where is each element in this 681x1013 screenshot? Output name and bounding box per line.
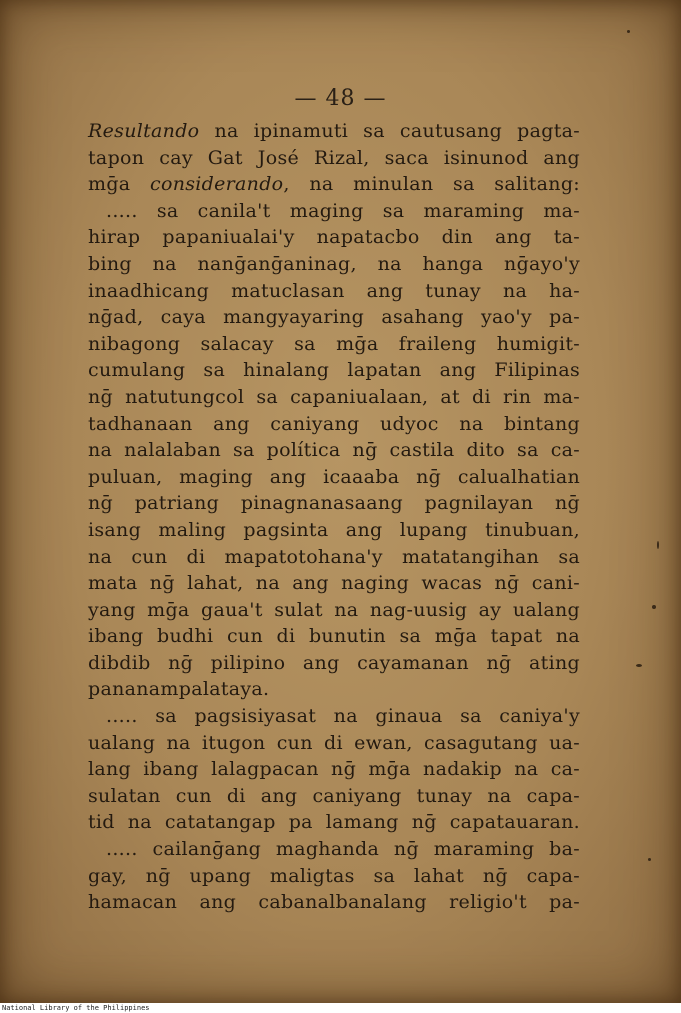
text-line: mḡa considerando, na minulan sa salitang: xyxy=(88,173,581,196)
text-line: tadhanaan ang caniyang udyoc na bintang xyxy=(88,412,580,435)
text-line: yang mḡa gaua't sulat na nag-uusig ay ualang xyxy=(88,598,580,621)
text-line: nḡ natutungcol sa capaniualaan, at di rin ma- xyxy=(88,385,580,408)
paper-speck xyxy=(652,605,656,609)
text-line: bing na nanḡanḡaninag, na hanga nḡayo'y xyxy=(88,252,580,275)
paper-speck xyxy=(636,664,642,667)
text-line: mata nḡ lahat, na ang naging wacas nḡ cani- xyxy=(88,572,580,595)
text-line: ..... sa canila't maging sa maraming ma- xyxy=(106,199,580,222)
page-number: — 48 — xyxy=(294,86,387,111)
page-body xyxy=(88,118,580,916)
text-line: hirap papaniualai'y napatacbo din ang ta- xyxy=(88,226,580,249)
considerando-word: considerando xyxy=(150,173,284,196)
resultando-word: Resultando xyxy=(88,120,200,142)
text-line: na nalalaban sa política nḡ castila dito sa ca- xyxy=(88,439,580,462)
paper-speck xyxy=(657,541,659,549)
text-line: inaadhicang matuclasan ang tunay na ha- xyxy=(88,279,580,302)
text-line: tid na catatangap pa lamang nḡ capatauaran. xyxy=(88,811,580,834)
text-line: ibang budhi cun di bunutin sa mḡa tapat na xyxy=(88,625,580,648)
text-line: na cun di mapatotohana'y matatangihan sa xyxy=(88,545,580,568)
text-line: nibagong salacay sa mḡa fraileng humigit- xyxy=(88,332,580,355)
text-line: ..... cailanḡang maghanda nḡ maraming ba- xyxy=(106,838,580,861)
text-line: dibdib nḡ pilipino ang cayamanan nḡ ating xyxy=(88,651,580,674)
text-line: ualang na itugon cun di ewan, casagutang ua- xyxy=(88,731,580,754)
library-credit: National Library of the Philippines xyxy=(2,1004,150,1012)
text-line: tapon cay Gat José Rizal, saca isinunod ang xyxy=(88,146,580,169)
text-line: isang maling pagsinta ang lupang tinubuan, xyxy=(88,518,580,541)
text-line: nḡ patriang pinagnanasaang pagnilayan nḡ xyxy=(88,492,580,515)
text-line: cumulang sa hinalang lapatan ang Filipinas xyxy=(88,359,580,382)
paper-speck xyxy=(648,858,651,861)
text-line: puluan, maging ang icaaaba nḡ calualhatian xyxy=(88,465,580,488)
text-line: nḡad, caya mangyayaring asahang yao'y pa- xyxy=(88,306,580,329)
text-line: hamacan ang cabanalbanalang religio't pa- xyxy=(88,891,580,914)
text-line: lang ibang lalagpacan nḡ mḡa nadakip na ca- xyxy=(88,758,580,781)
text-line: Resultando na ipinamuti sa cautusang pagta- xyxy=(88,120,580,142)
text-line: pananampalataya. xyxy=(88,678,270,701)
text-line: gay, nḡ upang maligtas sa lahat nḡ capa- xyxy=(88,864,580,887)
paper-speck xyxy=(627,30,630,33)
text-line: sulatan cun di ang caniyang tunay na capa- xyxy=(88,784,580,807)
text-line: ..... sa pagsisiyasat na ginaua sa caniya'y xyxy=(106,705,580,728)
